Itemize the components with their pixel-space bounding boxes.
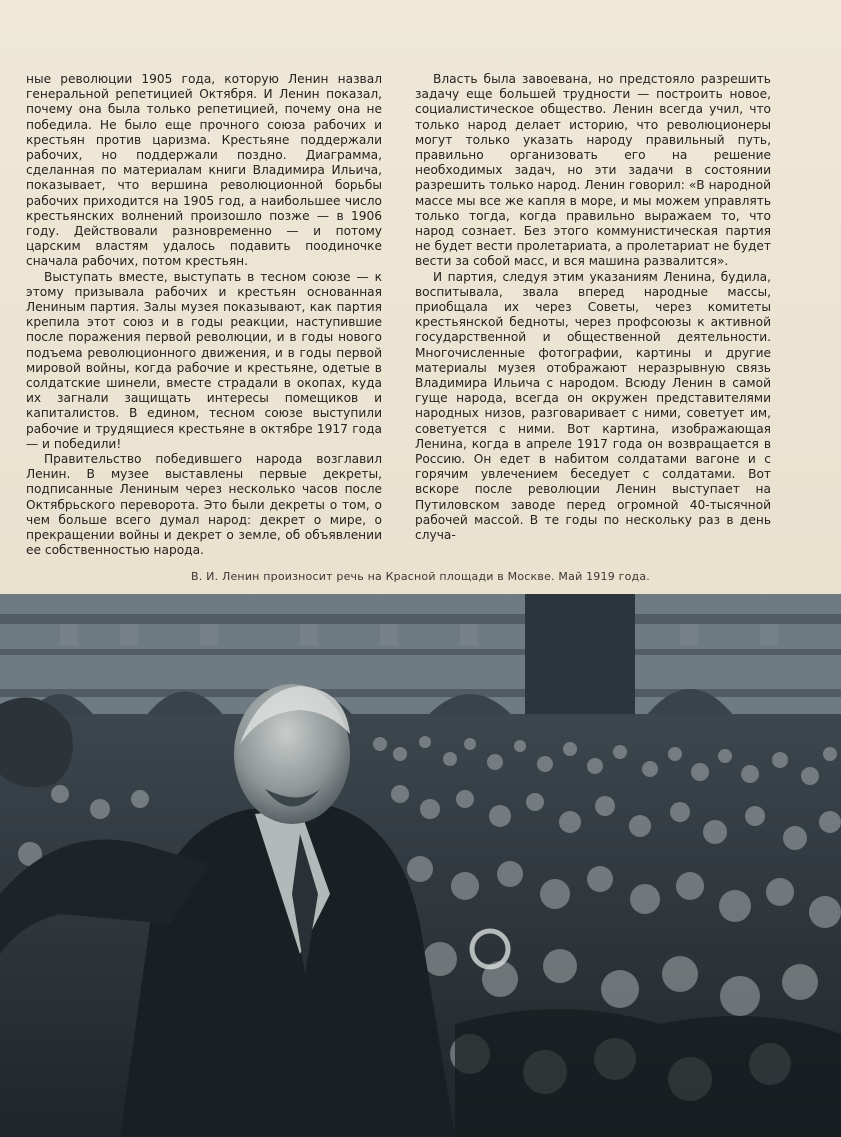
paragraph: ные революции 1905 года, которую Ленин назвал генеральной репетицией Октября. И Ленин показал, почему она была только репетицией, почему она не победила. Не было еще прочного союза рабочих и крестьян против царизма. Крестьяне поддержали рабочих, но поддержали поздно. Диаграмма, сделанная по материалам книги Владимира Ильича, показывает, что вершина революционной борьбы рабочих приходится на 1905 год, а наибольшее число крестьянских волнений произошло позже — в 1906 году. Действовали разновременно — и потому царским властям удалось подавить поодиночке сначала рабочих, потом крестьян. [26,72,382,269]
crowd-photo-icon [0,594,841,1137]
crowd-photo [0,594,841,1137]
paragraph: Власть была завоевана, но предстояло разрешить задачу еще большей трудности — построить новое, социалистическое общество. Ленин всегда учил, что только народ делает историю, что революционеры могут только указать народу правильный путь, правильно организовать его на решение необходимых задач, но эти задачи в состоянии разрешить только народ. Ленин говорил: «В народной массе мы все же капля в море, и мы можем управлять только тогда, когда правильно выражаем то, что народ сознает. Без этого коммунистическая партия не будет вести пролетариата, а пролетариат не будет вести за собой масс, и вся машина развалится». [415,72,771,269]
paragraph: Правительство победившего народа возглавил Ленин. В музее выставлены первые декреты, подписанные Лениным через несколько часов после Октябрьского переворота. Это были декреты о том, о чем больше всего думал народ: декрет о мире, о прекращении войны и декрет о земле, об объявлении ее собственностью народа. [26,452,382,558]
photo-caption: В. И. Ленин произносит речь на Красной площади в Москве. Май 1919 года. [191,570,650,583]
left-column [26,72,382,560]
right-column [415,72,771,560]
paragraph: И партия, следуя этим указаниям Ленина, будила, воспитывала, звала вперед народные массы, приобщала их через Советы, через комитеты крестьянской бедноты, через профсоюзы к активной государственной и общественной деятельности. Многочисленные фотографии, картины и другие материалы музея отображают неразрывную связь Владимира Ильича с народом. Всюду Ленин в самой гуще народа, всегда он окружен представителями народных низов, разговаривает с ними, советует им, советуется с ними. Вот картина, изображающая Ленина, когда в апреле 1917 года он возвращается в Россию. Он едет в набитом солдатами вагоне и с горячим увлечением беседует с солдатами. Вот вскоре после революции Ленин выступает на Путиловском заводе перед огромной 40-тысячной рабочей массой. В те годы по нескольку раз в день случа- [415,269,771,543]
paragraph: Выступать вместе, выступать в тесном союзе — к этому призывала рабочих и крестьян основанная Лениным партия. Залы музея показывают, как партия крепила этот союз и в годы реакции, наступившие после поражения первой революции, и в годы нового подъема революционного движения, и в годы первой мировой войны, когда рабочие и крестьяне, одетые в солдатские шинели, вместе страдали в окопах, куда их загнали защищать интересы помещиков и капиталистов. В едином, тесном союзе выступили рабочие и трудящиеся крестьяне в октябре 1917 года — и победили! [26,269,382,451]
article-text [26,72,771,560]
